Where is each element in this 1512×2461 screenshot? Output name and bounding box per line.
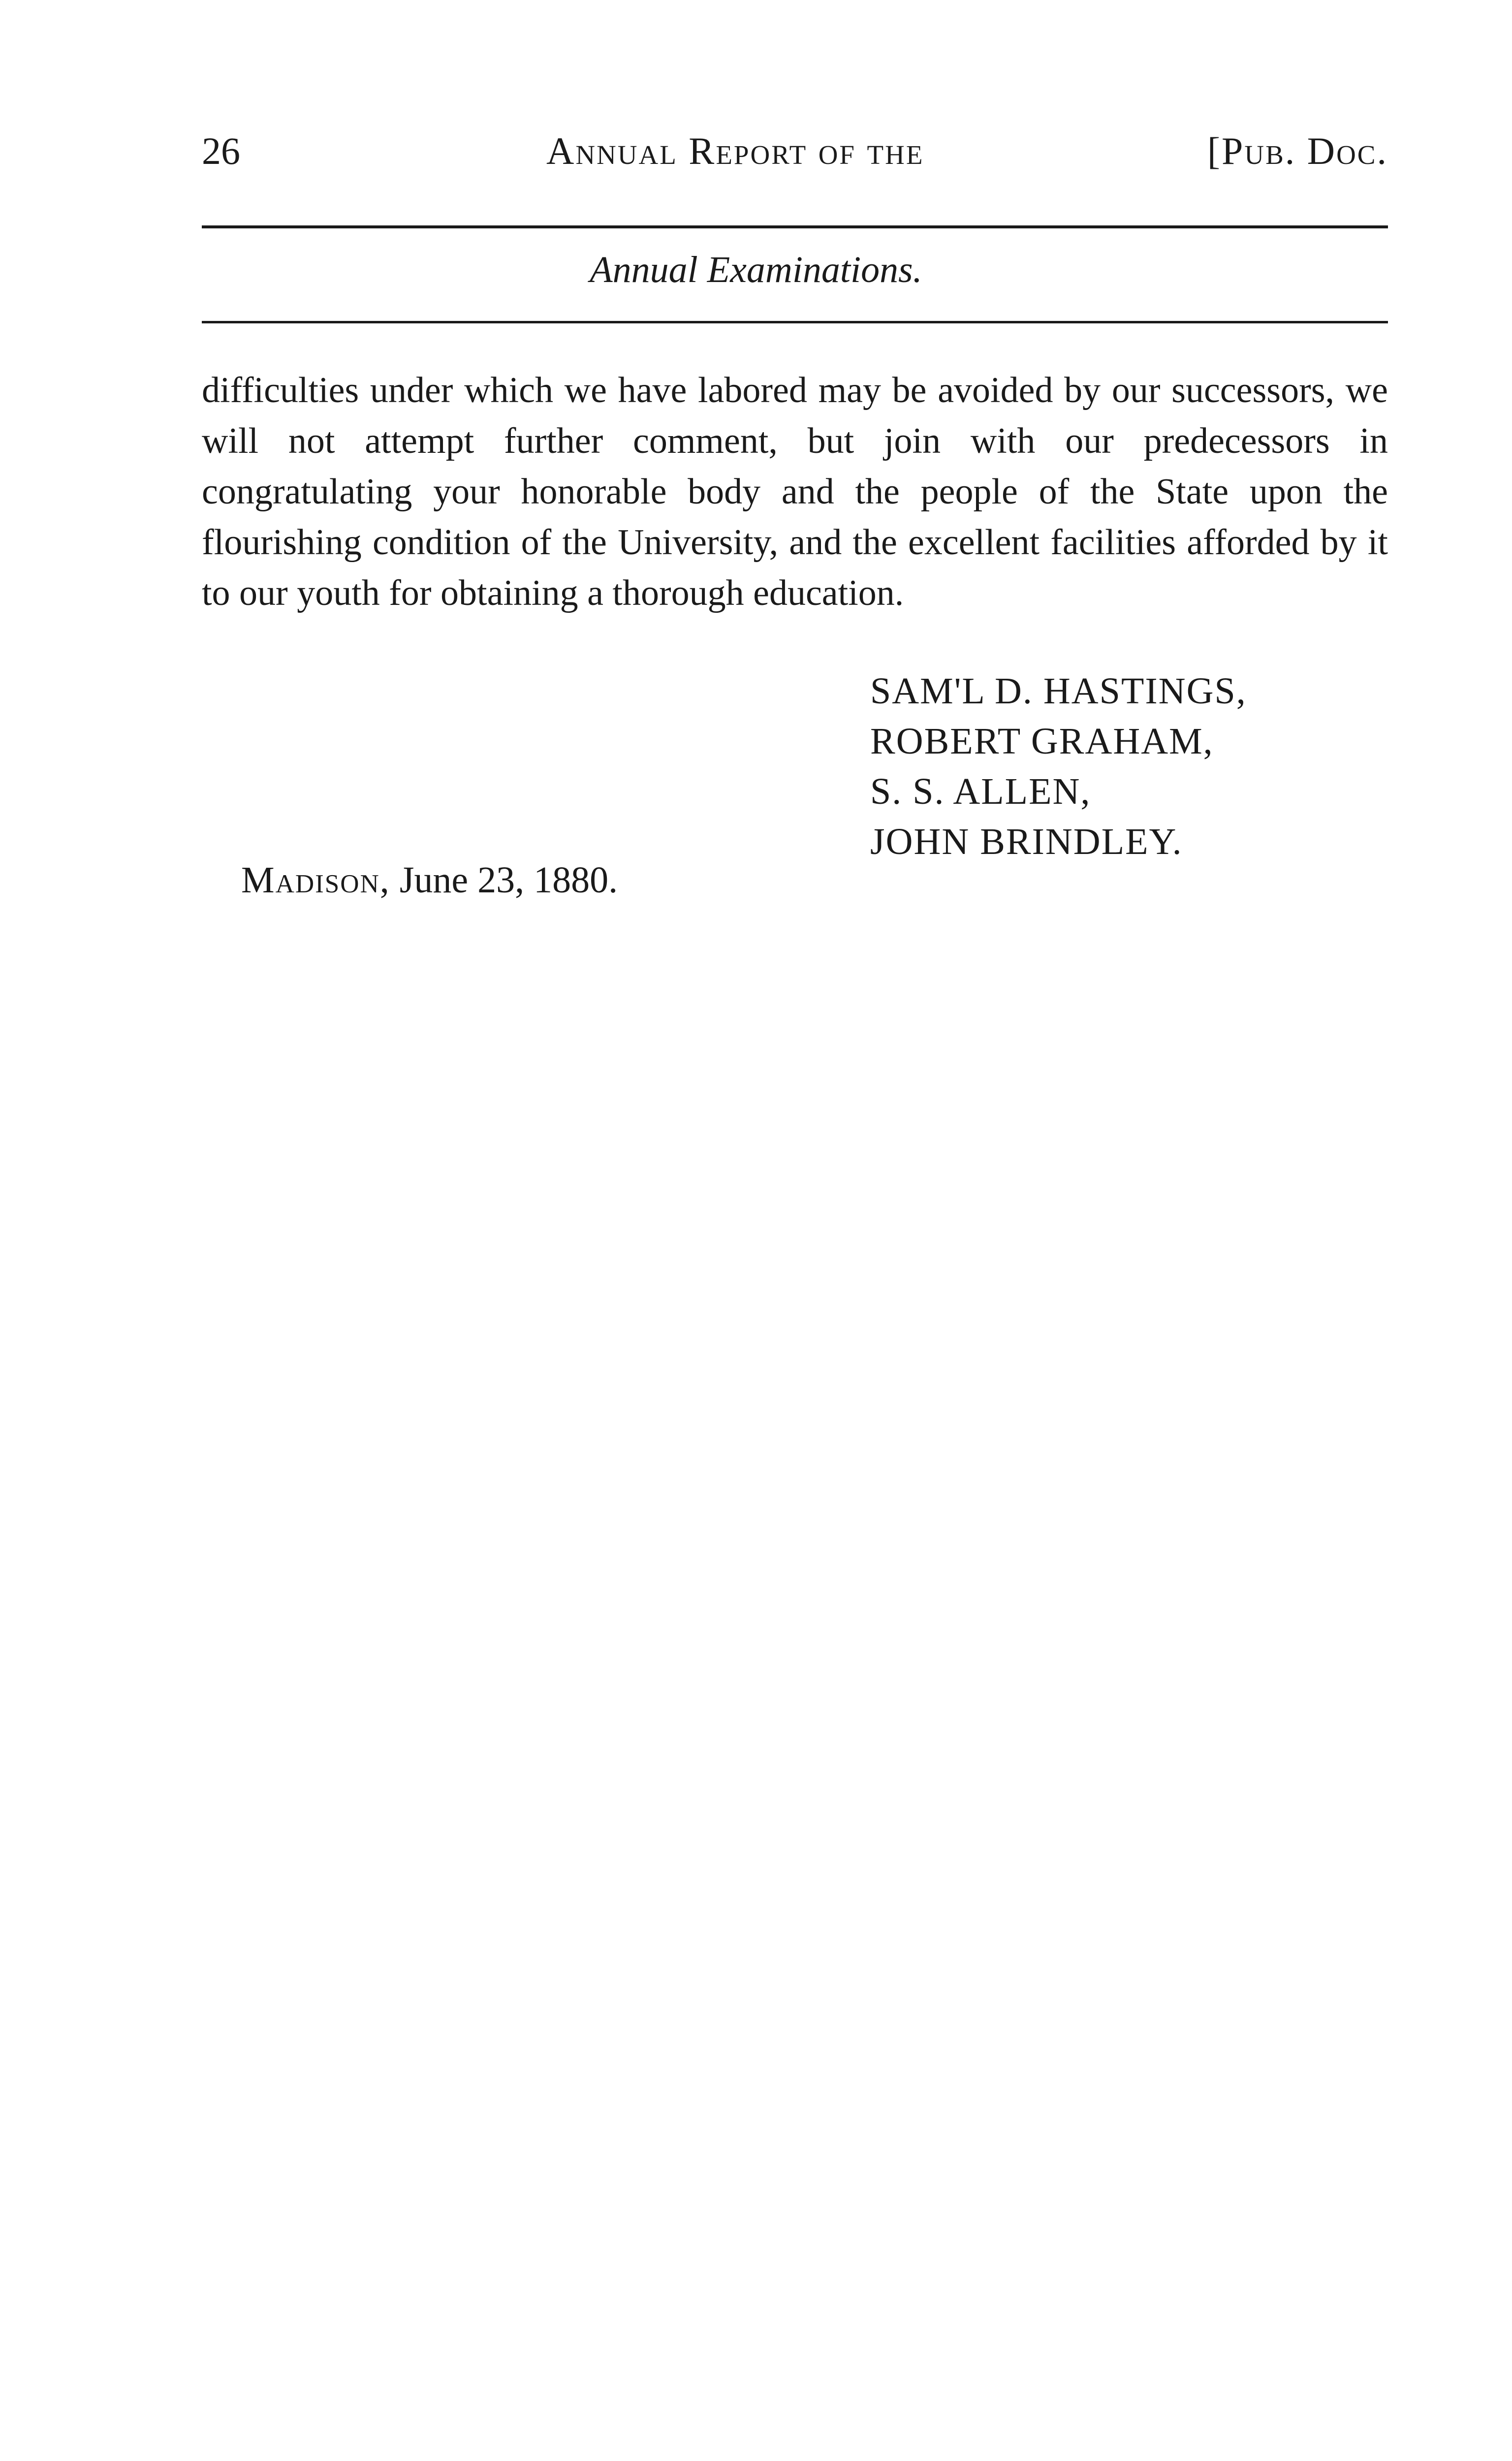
place-date-line <box>241 859 618 902</box>
date: June 23, 1880. <box>399 859 618 901</box>
header-rule-bottom <box>202 321 1388 323</box>
signatory-name: JOHN BRINDLEY. <box>870 821 1183 862</box>
running-head: Annual Report of the <box>546 129 924 172</box>
signatory-name: S. S. ALLEN, <box>870 771 1091 812</box>
page-header <box>202 129 1388 173</box>
signature-block <box>870 666 1247 867</box>
body-text <box>202 365 1388 619</box>
signatory-name: SAM'L D. HASTINGS, <box>870 670 1247 712</box>
place-name: Madison, <box>241 859 390 901</box>
header-rule-top <box>202 225 1388 228</box>
signatory-name: ROBERT GRAHAM, <box>870 721 1214 762</box>
body-paragraph: difficulties under which we have labored may be avoided by our successors, we will not attempt further comment, but join with our predecessors in congratulating your honorable body and the people of the State upon the flourishing condition of the University, and the excellent facilities afforded by it to our youth for obtaining a thorough education. <box>202 370 1388 613</box>
page-number: 26 <box>202 129 240 172</box>
document-label: [Pub. Doc. <box>1207 129 1388 172</box>
section-title: Annual Examinations. <box>590 249 922 290</box>
